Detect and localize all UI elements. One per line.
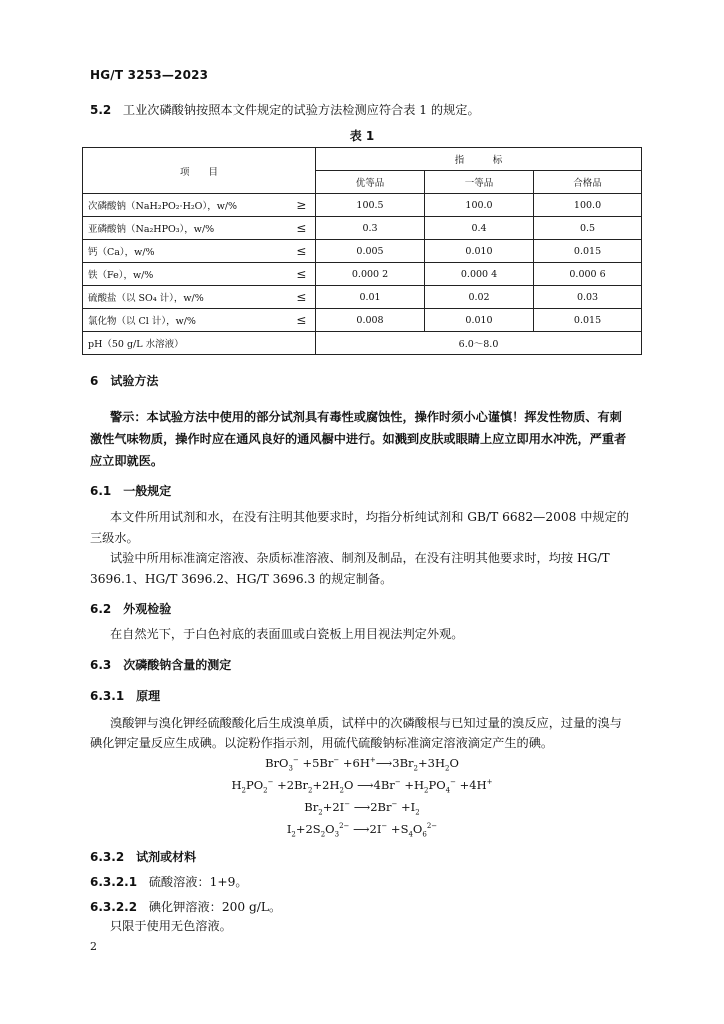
value-cell: 0.010 — [425, 309, 534, 332]
value-cell: 100.0 — [534, 194, 642, 217]
value-cell: 0.01 — [316, 286, 425, 309]
spec-table — [82, 147, 642, 355]
section-6-3-title: 6.3 次磷酸钠含量的测定 — [90, 658, 232, 672]
table-caption: 表 1 — [349, 129, 375, 143]
value-cell: 100.0 — [425, 194, 534, 217]
table-header-row — [83, 148, 642, 171]
ph-value-cell: 6.0～8.0 — [316, 332, 642, 355]
ph-item-cell: pH（50 g/L 水溶液） — [83, 332, 316, 355]
grade-header: 合格品 — [534, 171, 642, 194]
value-cell: 0.015 — [534, 309, 642, 332]
clause-text: 碘化钾溶液：200 g/L。 — [148, 900, 282, 914]
item-cell: 亚磷酸钠（Na₂HPO₃），w/% — [83, 217, 288, 240]
page-number: 2 — [90, 940, 97, 953]
value-cell: 0.005 — [316, 240, 425, 263]
limit-symbol: ≤ — [288, 286, 316, 309]
paragraph-line: 本文件所用试剂和水，在没有注明其他要求时，均指分析纯试剂和 GB/T 6682—2008 中规定的 — [110, 510, 629, 524]
grade-header: 优等品 — [316, 171, 425, 194]
equation-4: $I_2+2S_2O_3^{2-}$ ⟶2I− $+S_4O_6^{2-}$ — [286, 822, 438, 839]
section-6-3-2-title: 6.3.2 试剂或材料 — [90, 850, 197, 864]
warning-line: 警示：本试验方法中使用的部分试剂具有毒性或腐蚀性，操作时须小心谨慎！挥发性物质、有刺 — [110, 410, 622, 424]
limit-symbol: ≤ — [288, 263, 316, 286]
table-row — [83, 240, 642, 263]
value-cell: 0.3 — [316, 217, 425, 240]
clause-note: 只限于使用无色溶液。 — [110, 919, 232, 933]
table-row — [83, 263, 642, 286]
value-cell: 0.03 — [534, 286, 642, 309]
table-row — [83, 286, 642, 309]
limit-symbol: ≤ — [288, 217, 316, 240]
table-row — [83, 194, 642, 217]
value-cell: 100.5 — [316, 194, 425, 217]
item-cell: 硫酸盐（以 SO₄ 计），w/% — [83, 286, 288, 309]
section-text: 工业次磷酸钠按照本文件规定的试验方法检测应符合表 1 的规定。 — [122, 103, 480, 117]
limit-symbol: ≤ — [288, 309, 316, 332]
section-number: 5.2 — [90, 103, 112, 117]
equation-1: $BrO_3^- +5Br^- +6H^+⟶3Br_2+3H_2O$ — [265, 756, 459, 773]
ph-row — [83, 332, 642, 355]
section-6-2-title: 6.2 外观检验 — [90, 602, 172, 616]
limit-symbol: ≥ — [288, 194, 316, 217]
equation-3: $Br_2+2I^-$ ⟶2Br− $+I_2$ — [304, 800, 420, 817]
paragraph-line: 溴酸钾与溴化钾经硫酸酸化后生成溴单质，试样中的次磷酸根与已知过量的溴反应，过量的溴与 — [110, 716, 622, 730]
value-cell: 0.5 — [534, 217, 642, 240]
value-cell: 0.015 — [534, 240, 642, 263]
col-item-header: 项 目 — [83, 148, 316, 194]
paragraph-line: 碘化钾定量反应生成碘。以淀粉作指示剂，用硫代硫酸钠标准滴定溶液滴定产生的碘。 — [90, 736, 554, 750]
clause-6-3-2-2 — [90, 897, 281, 917]
equation-2: $H_2PO_2^- +2Br_2+2H_2O$ ⟶4Br− $+H_2PO_4^- +4H^+$ — [231, 778, 493, 795]
section-5-2 — [90, 100, 480, 120]
limit-symbol: ≤ — [288, 240, 316, 263]
section-6-title: 6 试验方法 — [90, 374, 159, 388]
table-row — [83, 309, 642, 332]
warning-line: 应立即就医。 — [90, 454, 164, 468]
value-cell: 0.4 — [425, 217, 534, 240]
value-cell: 0.000 2 — [316, 263, 425, 286]
paragraph-line: 试验中所用标准滴定溶液、杂质标准溶液、制剂及制品，在没有注明其他要求时，均按 HG/T — [110, 551, 610, 565]
item-cell: 钙（Ca），w/% — [83, 240, 288, 263]
col-index-header: 指 标 — [316, 148, 642, 171]
clause-number: 6.3.2.2 — [90, 900, 138, 914]
value-cell: 0.000 4 — [425, 263, 534, 286]
value-cell: 0.010 — [425, 240, 534, 263]
table-row — [83, 217, 642, 240]
value-cell: 0.008 — [316, 309, 425, 332]
item-cell: 次磷酸钠（NaH₂PO₂·H₂O），w/% — [83, 194, 288, 217]
paragraph-line: 三级水。 — [90, 531, 139, 545]
clause-6-3-2-1 — [90, 872, 248, 892]
grade-header: 一等品 — [425, 171, 534, 194]
value-cell: 0.000 6 — [534, 263, 642, 286]
clause-number: 6.3.2.1 — [90, 875, 138, 889]
section-6-1-title: 6.1 一般规定 — [90, 484, 172, 498]
document-code: HG/T 3253—2023 — [90, 68, 209, 82]
section-6-3-1-title: 6.3.1 原理 — [90, 689, 161, 703]
paragraph-line: 在自然光下，于白色衬底的表面皿或白瓷板上用目视法判定外观。 — [110, 627, 464, 641]
paragraph-line: 3696.1、HG/T 3696.2、HG/T 3696.3 的规定制备。 — [90, 572, 393, 586]
warning-line: 激性气味物质，操作时应在通风良好的通风橱中进行。如溅到皮肤或眼睛上应立即用水冲洗，严重者 — [90, 432, 627, 446]
item-cell: 氯化物（以 Cl 计），w/% — [83, 309, 288, 332]
clause-text: 硫酸溶液：1+9。 — [148, 875, 248, 889]
value-cell: 0.02 — [425, 286, 534, 309]
item-cell: 铁（Fe），w/% — [83, 263, 288, 286]
